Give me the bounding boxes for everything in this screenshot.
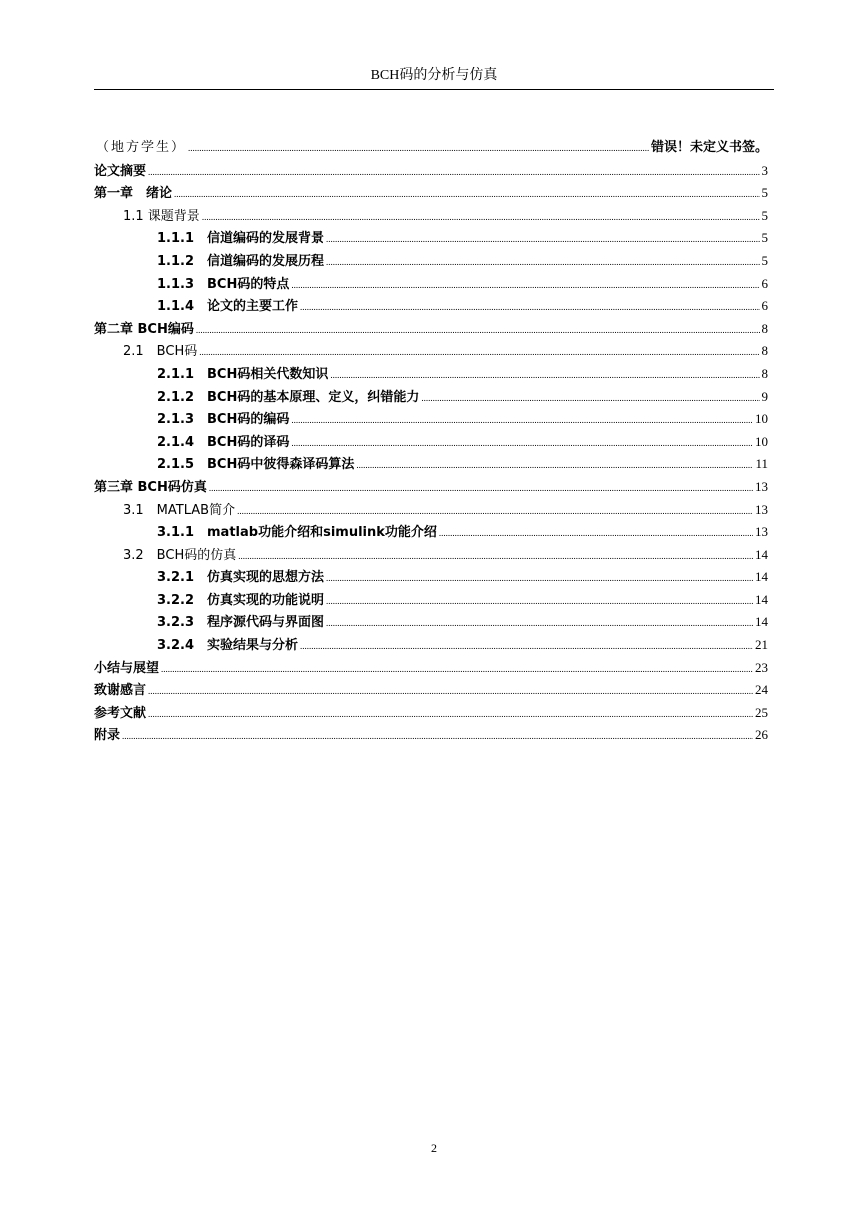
- toc-entry-page: 13: [755, 524, 768, 540]
- toc-dot-leader: [291, 409, 753, 432]
- page-number: 2: [431, 1141, 437, 1155]
- toc-entry-page: 3: [761, 162, 768, 178]
- toc-entry[interactable]: [94, 363, 768, 386]
- toc-entry-page: 8: [761, 343, 768, 359]
- toc-entry-page: 6: [761, 298, 768, 314]
- toc-entry-page: 8: [761, 365, 768, 381]
- toc-entry-page: 14: [755, 614, 768, 630]
- toc-entry-page: 5: [761, 252, 768, 268]
- toc-entry-page: 14: [755, 546, 768, 562]
- toc-entry-page: 5: [761, 230, 768, 246]
- toc-entry-page: 10: [755, 433, 768, 449]
- toc-entry-page: 5: [761, 207, 768, 223]
- toc-entry[interactable]: [94, 476, 768, 499]
- toc-entry[interactable]: [94, 340, 768, 363]
- toc-entry-title: 3.2.3 程序源代码与界面图: [157, 615, 325, 631]
- toc-entry-page: 错误！未定义书签。: [650, 140, 768, 155]
- toc-entry-title: 致谢感言: [94, 683, 147, 699]
- toc-dot-leader: [122, 725, 753, 748]
- toc-dot-leader: [196, 319, 760, 342]
- toc-entry-title: 第一章 绪论: [94, 186, 173, 202]
- toc-entry[interactable]: [94, 634, 768, 657]
- toc-entry-title: 附录: [94, 728, 121, 744]
- toc-dot-leader: [291, 432, 753, 455]
- toc-entry[interactable]: [94, 566, 768, 589]
- toc-dot-leader: [326, 567, 753, 590]
- toc-dot-leader: [300, 296, 759, 319]
- toc-entry[interactable]: [94, 499, 768, 522]
- toc-dot-leader: [356, 454, 753, 477]
- toc-entry[interactable]: [94, 137, 768, 160]
- toc-entry[interactable]: [94, 544, 768, 567]
- toc-entry[interactable]: [94, 724, 768, 747]
- toc-entry-page: 24: [755, 682, 768, 698]
- toc-entry-title: 3.1 MATLAB简介: [123, 502, 236, 518]
- toc-entry-title: 2.1.4 BCH码的译码: [157, 434, 290, 450]
- toc-dot-leader: [237, 500, 753, 523]
- toc-entry[interactable]: [94, 431, 768, 454]
- toc-entry[interactable]: [94, 657, 768, 680]
- toc-entry-page: 14: [755, 591, 768, 607]
- toc-entry-title: 小结与展望: [94, 660, 160, 676]
- toc-entry-title: 3.2.4 实验结果与分析: [157, 638, 299, 654]
- toc-entry-page: 9: [761, 388, 768, 404]
- toc-entry[interactable]: [94, 160, 768, 183]
- toc-dot-leader: [291, 274, 759, 297]
- toc-entry-page: 13: [755, 501, 768, 517]
- toc-entry-page: 21: [755, 637, 768, 653]
- toc-entry[interactable]: [94, 702, 768, 725]
- toc-dot-leader: [238, 545, 753, 568]
- toc-entry-title: 3.2.1 仿真实现的思想方法: [157, 570, 325, 586]
- toc-entry[interactable]: [94, 227, 768, 250]
- toc-entry-title: 1.1.1 信道编码的发展背景: [157, 231, 325, 247]
- toc-dot-leader: [326, 612, 753, 635]
- table-of-contents: [94, 137, 768, 747]
- toc-dot-leader: [188, 137, 649, 160]
- toc-dot-leader: [300, 635, 753, 658]
- toc-entry[interactable]: [94, 453, 768, 476]
- toc-dot-leader: [421, 387, 759, 410]
- toc-entry-title: 1.1.4 论文的主要工作: [157, 299, 299, 315]
- toc-dot-leader: [199, 341, 759, 364]
- toc-entry[interactable]: [94, 318, 768, 341]
- toc-dot-leader: [161, 658, 753, 681]
- toc-entry[interactable]: [94, 295, 768, 318]
- toc-entry-title: 论文摘要: [94, 163, 147, 179]
- toc-entry-page: 6: [761, 275, 768, 291]
- toc-dot-leader: [330, 364, 759, 387]
- toc-entry[interactable]: [94, 408, 768, 431]
- toc-entry-title: 3.2.2 仿真实现的功能说明: [157, 592, 325, 608]
- toc-entry-title: 2.1.3 BCH码的编码: [157, 412, 290, 428]
- toc-entry[interactable]: [94, 250, 768, 273]
- toc-entry-page: 25: [755, 704, 768, 720]
- toc-entry-title: 2.1.5 BCH码中彼得森译码算法: [157, 457, 355, 473]
- toc-entry-title: 2.1.1 BCH码相关代数知识: [157, 366, 329, 382]
- toc-entry[interactable]: [94, 273, 768, 296]
- running-header: BCH码的分析与仿真: [370, 68, 498, 83]
- toc-entry-page: 10: [755, 411, 768, 427]
- toc-entry[interactable]: [94, 679, 768, 702]
- toc-entry-title: 第三章 BCH码仿真: [94, 479, 207, 495]
- toc-entry-title: 1.1 课题背景: [123, 208, 200, 224]
- toc-entry-page: 5: [761, 185, 768, 201]
- toc-dot-leader: [148, 161, 759, 184]
- header-rule: [94, 89, 774, 90]
- toc-entry-title: 3.1.1 matlab功能介绍和simulink功能介绍: [157, 525, 437, 541]
- toc-entry-title: 2.1 BCH码: [123, 344, 198, 360]
- toc-entry-title: 2.1.2 BCH码的基本原理、定义，纠错能力: [157, 389, 420, 405]
- toc-entry[interactable]: [94, 611, 768, 634]
- toc-entry-page: 14: [755, 569, 768, 585]
- toc-entry[interactable]: [94, 589, 768, 612]
- toc-entry-page: 8: [761, 320, 768, 336]
- toc-entry-title: 3.2 BCH码的仿真: [123, 547, 237, 563]
- toc-entry-title: 1.1.2 信道编码的发展历程: [157, 253, 325, 269]
- toc-dot-leader: [148, 680, 753, 703]
- toc-entry-title: 参考文献: [94, 705, 147, 721]
- toc-dot-leader: [209, 477, 753, 500]
- toc-dot-leader: [202, 206, 760, 229]
- toc-entry-page: 26: [755, 727, 768, 743]
- toc-entry-page: 13: [755, 478, 768, 494]
- toc-entry-title: 1.1.3 BCH码的特点: [157, 276, 290, 292]
- toc-dot-leader: [326, 590, 753, 613]
- toc-entry-page: 23: [755, 659, 768, 675]
- toc-dot-leader: [148, 703, 753, 726]
- toc-entry[interactable]: [94, 182, 768, 205]
- toc-dot-leader: [326, 228, 759, 251]
- toc-dot-leader: [439, 522, 753, 545]
- toc-entry[interactable]: [94, 386, 768, 409]
- toc-entry[interactable]: [94, 521, 768, 544]
- toc-entry-title: （地方学生）: [96, 140, 187, 155]
- toc-entry[interactable]: [94, 205, 768, 228]
- toc-dot-leader: [174, 183, 759, 206]
- toc-entry-title: 第二章 BCH编码: [94, 321, 194, 337]
- toc-dot-leader: [326, 251, 759, 274]
- toc-entry-page: 11: [755, 456, 768, 472]
